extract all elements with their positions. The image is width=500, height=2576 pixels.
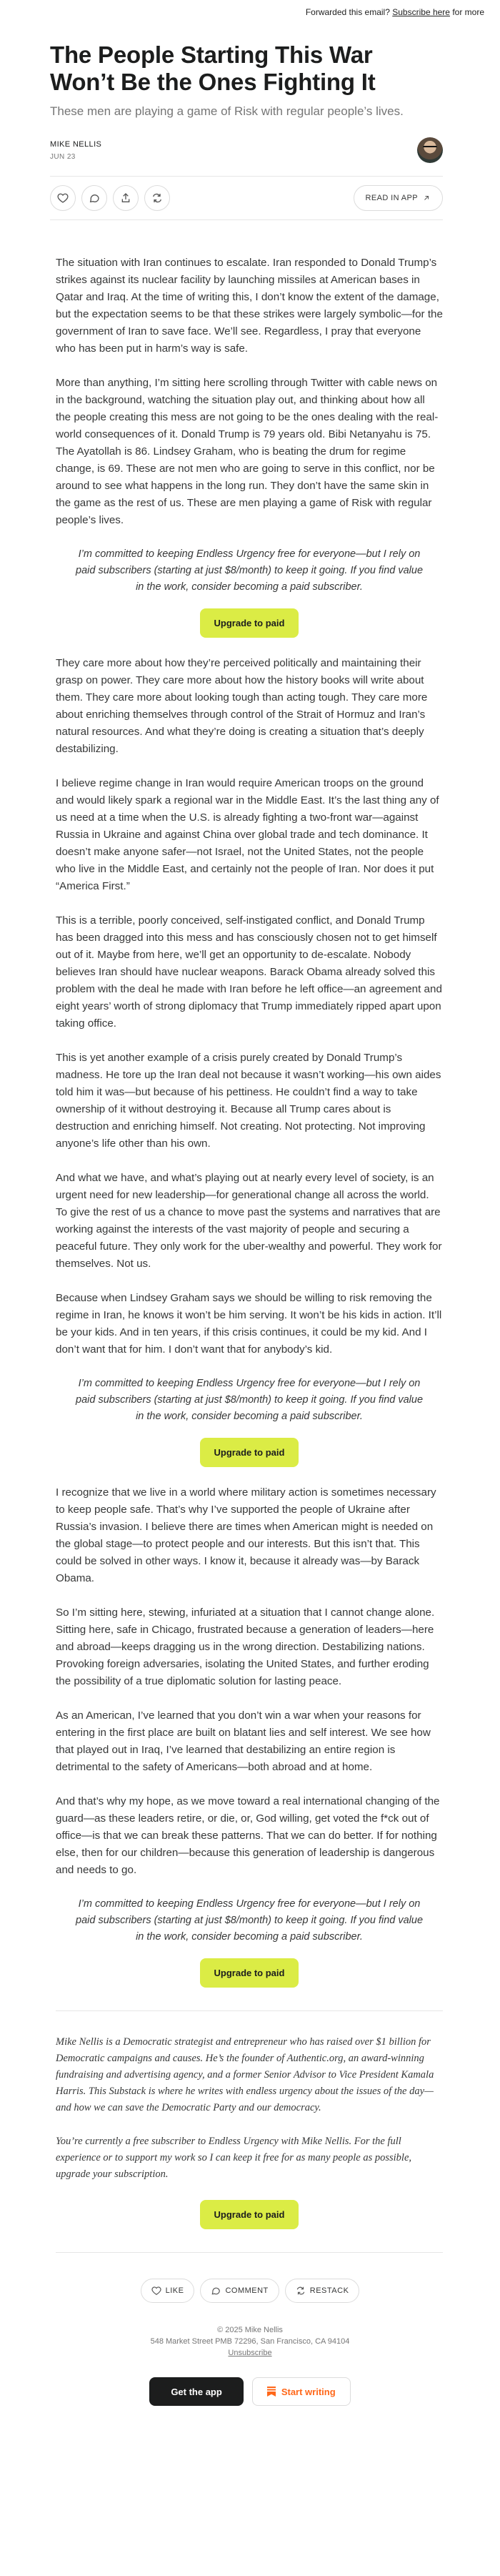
post-title[interactable]: The People Starting This War Won’t Be the Ones Fighting It — [50, 41, 376, 95]
like-label: LIKE — [165, 2286, 184, 2295]
footer-comment-button[interactable] — [200, 2279, 279, 2303]
paragraph: Because when Lindsey Graham says we should be willing to risk removing the regime in Iran, he knows it won’t be him serving. It won’t be his kids in action. It’ll be your kids. And in ten years, if this crisis continues, it could be my kid. And I don’t want that for him. I don’t want that for anybody’s kid. — [56, 1292, 442, 1356]
post-header — [0, 41, 500, 220]
upgrade-to-paid-button[interactable]: Upgrade to paid — [200, 608, 299, 638]
forward-suffix: for more — [452, 7, 484, 17]
author-name[interactable]: MIKE NELLIS — [50, 139, 102, 149]
cta-text: I’m committed to keeping Endless Urgency free for everyone—but I rely on paid subscribers (starting at just $8/month) to keep it going. If you find value in the work, consider becoming a paid subscriber. — [76, 548, 424, 593]
paragraph: The situation with Iran continues to escalate. Iran responded to Donald Trump’s strikes against its nuclear facility by launching missiles at American bases in Qatar and Iraq. At the time of writing this, I don’t know the extent of the damage, but the expectation seems to be that these strikes were largely symbolic—for the government of Iran to save face. We’ll see. Regardless, I pray that everyone who has been put in harm’s way is safe. — [56, 257, 443, 355]
heart-icon — [57, 192, 69, 204]
subscribe-cta-bottom — [56, 2200, 443, 2229]
restack-icon — [296, 2286, 306, 2296]
paragraph: As an American, I’ve learned that you don’t win a war when your reasons for entering in the first place are built on blatant lies and self interest. We see how that played out in Iraq, I’ve learned that destabilizing an entire region is detrimental to the safety of Americans—both abroad and at home. — [56, 1709, 431, 1773]
like-button[interactable] — [50, 185, 76, 211]
forward-bar — [0, 0, 500, 19]
footer-like-button[interactable] — [141, 2279, 195, 2303]
copyright: © 2025 Mike Nellis — [217, 2326, 283, 2334]
avatar[interactable] — [417, 137, 443, 163]
author-bio — [56, 2034, 443, 2183]
paragraph: I recognize that we live in a world where military action is sometimes necessary to keep people safe. That’s why I’ve supported the people of Ukraine after Russia’s invasion. I believe there are times when American might is needed on the global stage—to protect people and our interests. But this isn’t that. This could be solved in other ways. I know it, because it already was—by Barack Obama. — [56, 1486, 436, 1584]
byline — [50, 137, 443, 163]
bio-paragraph: Mike Nellis is a Democratic strategist and entrepreneur who has raised over $1 billion for Democratic campaigns and causes. He’s the founder of Authentic.org, an award-winning fundraising and advertising agency, and a former Senior Advisor to Vice President Kamala Harris. This Substack is where he writes with endless urgency about the issues of the day—and how we can save the Democratic Party and our democracy. — [56, 2036, 434, 2113]
forward-prefix: Forwarded this email? — [305, 7, 390, 17]
read-in-app-label: READ IN APP — [365, 194, 418, 202]
subscribe-cta — [56, 1896, 443, 1988]
paragraph: This is a terrible, poorly conceived, self-instigated conflict, and Donald Trump has been dragged into this mess and has consciously chosen not to get himself out of it. Maybe from here, we’ll get an opportunity to de-escalate. Nobody believes Iran should have nuclear weapons. Barack Obama already solved this problem with the deal he made with Iran before he left office—an agreement and eight years’ worth of strong diplomacy that Trump immediately ripped apart upon taking office. — [56, 914, 442, 1030]
paragraph: More than anything, I’m sitting here scrolling through Twitter with cable news on in the background, watching the situation play out, and thinking about how all the people creating this mess are not going to be the ones dealing with the real-world consequences of it. Donald Trump is 79 years old. Bibi Netanyahu is 75. The Ayatollah is 86. Lindsey Graham, who is beating the drum for regime change, is 69. These are not men who are going to serve in this conflict, nor be around to see what happens in the long run. They don’t have the same skin in the game as the rest of us. These are men playing a game of Risk with regular people’s lives. — [56, 377, 439, 526]
subscribe-link[interactable]: Subscribe here — [392, 7, 450, 17]
app-row — [0, 2377, 500, 2406]
divider — [56, 2252, 443, 2253]
heart-icon — [151, 2286, 161, 2296]
comment-label: COMMENT — [225, 2286, 269, 2295]
bio-paragraph: You’re currently a free subscriber to Endless Urgency with Mike Nellis. For the full experience or to support my work so I can keep it free for as many people as possible, upgrade your subscription. — [56, 2136, 411, 2180]
get-the-app-button[interactable]: Get the app — [149, 2377, 244, 2406]
paragraph: This is yet another example of a crisis purely created by Donald Trump’s madness. He tore up the Iran deal not because it wasn’t working—his own aides told him it was—but because of his pettiness. He couldn’t find a way to take ownership of it without destroying it. Because all Trump cares about is destruction and enriching himself. Not creating. Not protecting. Not improving anyone’s life other than his own. — [56, 1052, 441, 1150]
post-body — [0, 255, 500, 2253]
cta-text: I’m committed to keeping Endless Urgency free for everyone—but I rely on paid subscribers (starting at just $8/month) to keep it going. If you find value in the work, consider becoming a paid subscriber. — [76, 1898, 424, 1943]
footer-actions — [0, 2279, 500, 2303]
paragraph: They care more about how they’re perceived politically and maintaining their grasp on power. They care more about how the history books will write about them. They care more about looking tough than acting tough. They care more about enriching themselves through control of the Strait of Hormuz and Iran’s natural resources. And what they’re doing is creating a situation that’s deeply destabilizing. — [56, 657, 428, 755]
post-actions — [50, 185, 170, 211]
divider — [56, 2010, 443, 2011]
footer — [0, 2324, 500, 2359]
paragraph: And that’s why my hope, as we move toward a real international changing of the guard—as these leaders retire, or die, or, God willing, get voted the f*ck out of office—is that we can break these patterns. That we can do better. If for nothing else, then for our children—because this generation of leadership is dangerous and needs to go. — [56, 1795, 440, 1876]
post-subtitle: These men are playing a game of Risk with regular people’s lives. — [50, 104, 404, 118]
cta-text: I’m committed to keeping Endless Urgency free for everyone—but I rely on paid subscribers (starting at just $8/month) to keep it going. If you find value in the work, consider becoming a paid subscriber. — [76, 1378, 424, 1422]
action-bar — [50, 176, 443, 220]
unsubscribe-link[interactable]: Unsubscribe — [228, 2349, 272, 2357]
share-icon — [120, 192, 131, 204]
address: 548 Market Street PMB 72296, San Francisco, CA 94104 — [150, 2337, 350, 2346]
post-date: JUN 23 — [50, 152, 76, 161]
subscribe-cta — [56, 1376, 443, 1467]
upgrade-to-paid-button[interactable]: Upgrade to paid — [200, 2200, 299, 2229]
restack-icon — [151, 192, 163, 204]
start-writing-label: Start writing — [281, 2386, 336, 2397]
paragraph: And what we have, and what’s playing out at nearly every level of society, is an urgent need for new leadership—for generational change all across the world. To give the rest of us a chance to move past the systems and narratives that are working against the interests of the vast majority of people and securing a peaceful future. They only work for the uber-wealthy and powerful. They work for themselves. Not us. — [56, 1172, 442, 1270]
upgrade-to-paid-button[interactable]: Upgrade to paid — [200, 1958, 299, 1988]
paragraph: So I’m sitting here, stewing, infuriated at a situation that I cannot change alone. Sitting here, safe in Chicago, frustrated because a generation of leaders—here and abroad—keeps dragging us in the wrong direction. Destabilizing nations. Provoking foreign adversaries, isolating the United States, and further eroding the possibility of a true diplomatic solution for lasting peace. — [56, 1607, 435, 1687]
share-button[interactable] — [113, 185, 139, 211]
substack-logo-icon — [267, 2387, 276, 2397]
subscribe-cta — [56, 546, 443, 638]
read-in-app-button[interactable] — [354, 185, 443, 211]
arrow-up-right-icon — [422, 194, 431, 202]
upgrade-to-paid-button[interactable]: Upgrade to paid — [200, 1438, 299, 1467]
comment-icon — [89, 192, 100, 204]
footer-restack-button[interactable] — [285, 2279, 360, 2303]
start-writing-button[interactable] — [252, 2377, 351, 2406]
paragraph: I believe regime change in Iran would require American troops on the ground and would likely spark a regional war in the Middle East. It’s the last thing any of us need at a time when the U.S. is already fighting a two-front war—against Russia in Ukraine and against China over global trade and tech dominance. It doesn’t make anyone safer—not Israel, not the United States, not the people who live in the Middle East, and certainly not the people of Iran. Nor does it put “America First.” — [56, 777, 439, 892]
byline-text — [50, 140, 101, 161]
comment-icon — [211, 2286, 221, 2296]
comment-button[interactable] — [81, 185, 107, 211]
restack-label: RESTACK — [309, 2286, 349, 2295]
restack-button[interactable] — [144, 185, 170, 211]
